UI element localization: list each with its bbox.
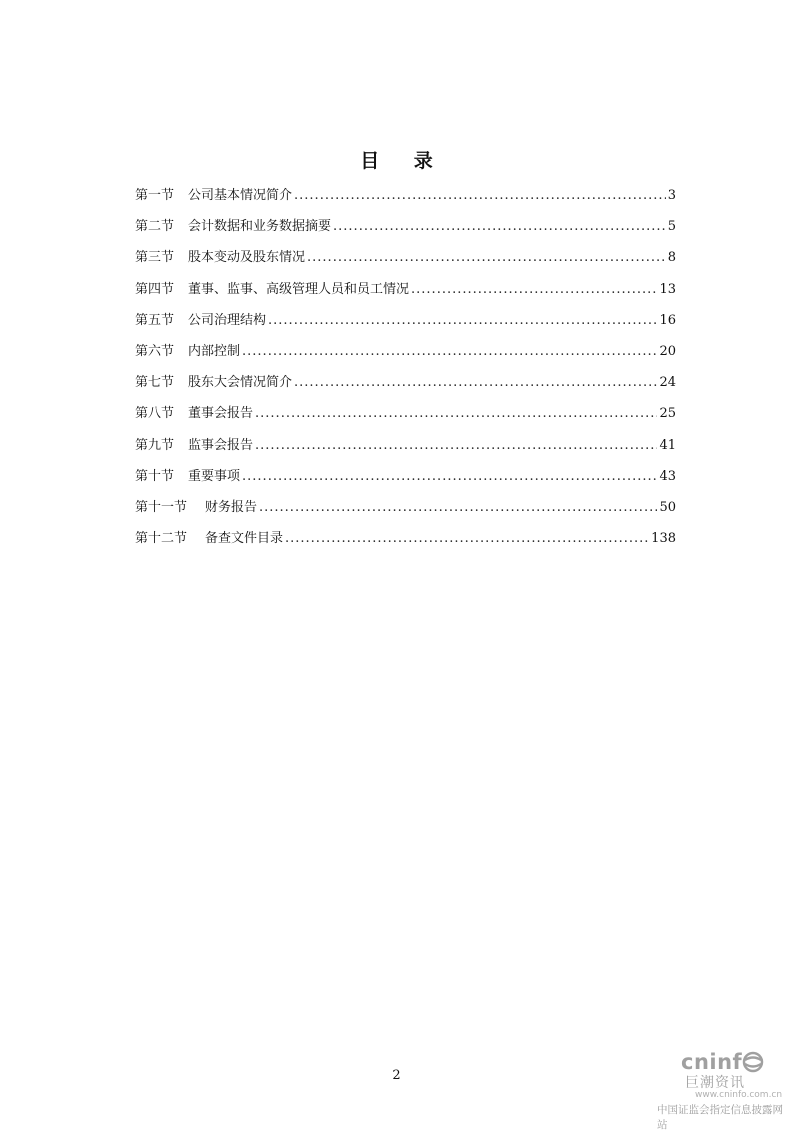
cninfo-watermark — [655, 1050, 793, 1131]
toc-leader-dots — [307, 250, 666, 265]
toc-section: 第十一节 — [135, 499, 188, 515]
toc-row[interactable] — [135, 184, 676, 215]
toc-page-number: 50 — [659, 499, 676, 515]
toc-page-number: 138 — [651, 531, 676, 547]
toc-leader-dots — [259, 500, 657, 515]
watermark-brand: cninf — [681, 1050, 743, 1074]
toc-section: 第四节 — [135, 281, 175, 297]
page-number: 2 — [392, 1068, 401, 1083]
toc-title: 目 录 — [360, 150, 447, 172]
toc-row[interactable] — [135, 496, 676, 527]
toc-leader-dots — [285, 531, 649, 546]
toc-leader-dots — [255, 438, 657, 453]
table-of-contents — [135, 184, 676, 558]
toc-entry-name: 董事、监事、高级管理人员和员工情况 — [188, 281, 410, 297]
toc-section: 第二节 — [135, 219, 175, 235]
toc-entry-name: 公司治理结构 — [188, 312, 267, 328]
toc-entry-name: 董事会报告 — [188, 406, 254, 422]
cninfo-swirl-icon — [741, 1051, 765, 1073]
toc-row[interactable] — [135, 246, 676, 277]
toc-page-number: 43 — [659, 468, 676, 484]
toc-section: 第五节 — [135, 312, 175, 328]
toc-page-number: 3 — [667, 188, 676, 203]
toc-entry-name: 重要事项 — [188, 468, 241, 484]
toc-row[interactable] — [135, 309, 676, 340]
toc-entry-name: 股东大会情况简介 — [188, 375, 293, 391]
toc-page-number: 13 — [659, 281, 676, 297]
toc-section: 第六节 — [135, 343, 175, 359]
toc-section: 第九节 — [135, 437, 175, 453]
toc-section: 第三节 — [135, 250, 175, 266]
toc-entry-name: 财务报告 — [205, 499, 258, 515]
toc-row[interactable] — [135, 371, 676, 402]
toc-row[interactable] — [135, 215, 676, 246]
toc-page-number: 8 — [667, 250, 676, 266]
toc-leader-dots — [294, 188, 666, 203]
toc-leader-dots — [294, 375, 657, 390]
watermark-slogan: 中国证监会指定信息披露网站 — [657, 1104, 783, 1131]
toc-page-number: 5 — [667, 219, 676, 235]
toc-row[interactable] — [135, 527, 676, 558]
toc-entry-name: 内部控制 — [188, 343, 241, 359]
toc-row[interactable] — [135, 402, 676, 433]
toc-leader-dots — [268, 313, 657, 328]
toc-page-number: 41 — [659, 437, 676, 453]
toc-row[interactable] — [135, 340, 676, 371]
toc-leader-dots — [411, 282, 657, 297]
toc-page-number: 16 — [659, 312, 676, 328]
toc-section: 第一节 — [135, 188, 175, 203]
toc-page-number: 24 — [659, 375, 676, 391]
toc-entry-name: 监事会报告 — [188, 437, 254, 453]
toc-leader-dots — [242, 469, 657, 484]
toc-section: 第七节 — [135, 375, 175, 391]
watermark-brand-cn: 巨潮资讯 — [685, 1075, 745, 1091]
toc-entry-name: 股本变动及股东情况 — [188, 250, 306, 266]
toc-entry-name: 备查文件目录 — [205, 531, 284, 547]
toc-section: 第八节 — [135, 406, 175, 422]
toc-entry-name: 公司基本情况简介 — [188, 188, 293, 203]
toc-section: 第十二节 — [135, 531, 188, 547]
toc-row[interactable] — [135, 278, 676, 309]
toc-leader-dots — [255, 406, 657, 421]
toc-section: 第十节 — [135, 468, 175, 484]
toc-page-number: 25 — [659, 406, 676, 422]
toc-row[interactable] — [135, 465, 676, 496]
toc-leader-dots — [242, 344, 657, 359]
watermark-url: www.cninfo.com.cn — [695, 1090, 783, 1100]
toc-entry-name: 会计数据和业务数据摘要 — [188, 219, 332, 235]
toc-row[interactable] — [135, 434, 676, 465]
toc-page-number: 20 — [659, 343, 676, 359]
toc-leader-dots — [333, 219, 666, 234]
